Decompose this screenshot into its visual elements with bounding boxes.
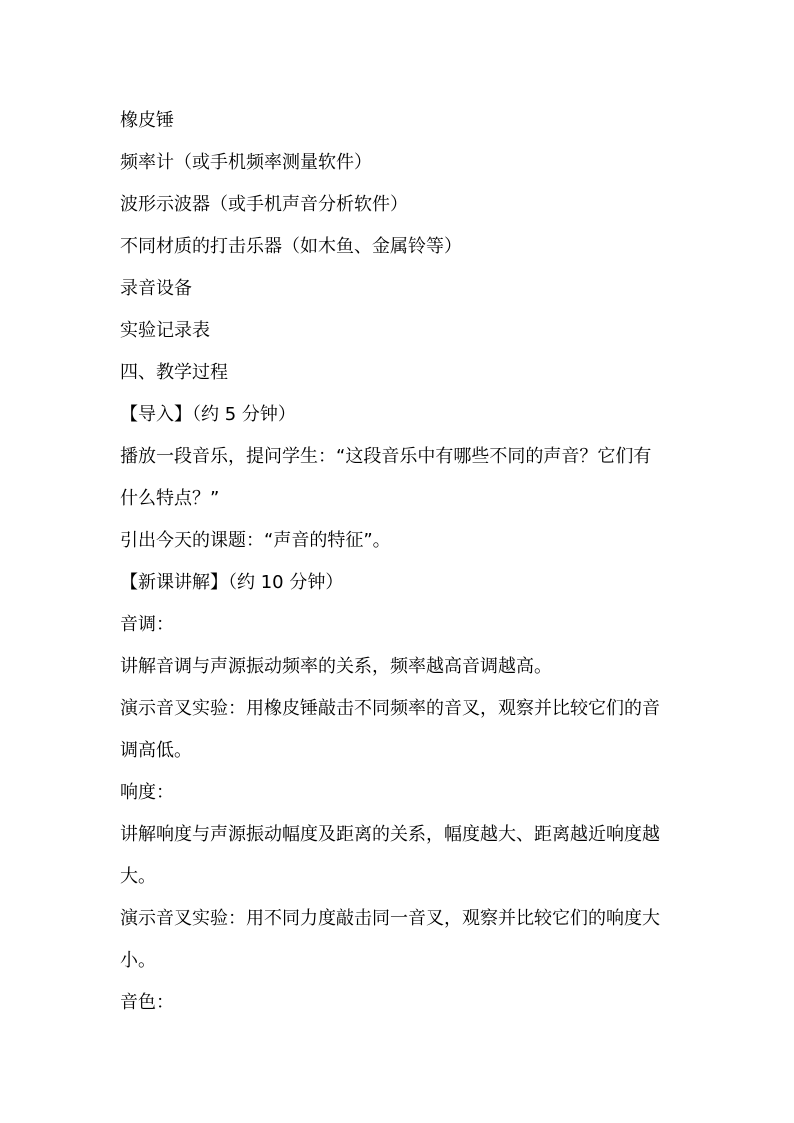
paragraph-line: 播放一段音乐，提问学生：“这段音乐中有哪些不同的声音？它们有 bbox=[120, 446, 652, 467]
paragraph-line: 调高低。 bbox=[120, 740, 192, 761]
document-body bbox=[120, 100, 690, 1024]
subheading-introduction: 【导入】（约 5 分钟） bbox=[120, 404, 296, 425]
paragraph-line: 小。 bbox=[120, 950, 156, 971]
paragraph-line: 引出今天的课题：“声音的特征”。 bbox=[120, 530, 391, 551]
subheading-new-lesson: 【新课讲解】（约 10 分钟） bbox=[120, 572, 344, 593]
topic-label-timbre: 音色： bbox=[120, 992, 174, 1013]
material-item-frequency-meter: 频率计（或手机频率测量软件） bbox=[120, 152, 372, 173]
material-item-percussion: 不同材质的打击乐器（如木鱼、金属铃等） bbox=[120, 236, 462, 257]
material-item-record-sheet: 实验记录表 bbox=[120, 320, 210, 341]
material-item-rubber-hammer: 橡皮锤 bbox=[120, 110, 174, 131]
material-item-oscilloscope: 波形示波器（或手机声音分析软件） bbox=[120, 194, 408, 215]
paragraph-line: 讲解音调与声源振动频率的关系，频率越高音调越高。 bbox=[120, 656, 552, 677]
topic-label-pitch: 音调： bbox=[120, 614, 174, 635]
paragraph-line: 什么特点？” bbox=[120, 488, 220, 509]
topic-label-loudness: 响度： bbox=[120, 782, 174, 803]
paragraph-line: 演示音叉实验：用橡皮锤敲击不同频率的音叉，观察并比较它们的音 bbox=[120, 698, 660, 719]
paragraph-line: 大。 bbox=[120, 866, 156, 887]
section-heading-teaching-process: 四、教学过程 bbox=[120, 362, 228, 383]
paragraph-line: 演示音叉实验：用不同力度敲击同一音叉，观察并比较它们的响度大 bbox=[120, 908, 660, 929]
material-item-recorder: 录音设备 bbox=[120, 278, 192, 299]
paragraph-line: 讲解响度与声源振动幅度及距离的关系，幅度越大、距离越近响度越 bbox=[120, 824, 660, 845]
